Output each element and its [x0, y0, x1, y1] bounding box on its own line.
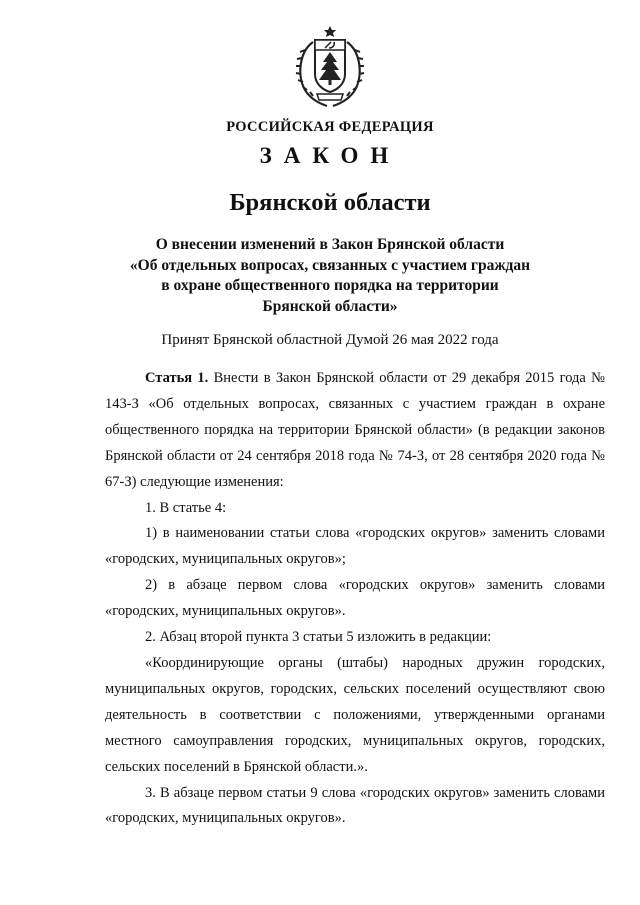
- paragraph: 1. В статье 4:: [145, 499, 227, 516]
- article-intro-text: Внести в Закон Брянской области от 29 декабря 2015 года № 143-З «Об отдельных вопросах, связанных с участием граждан в охране общественного порядка на территории Брянской области» (в редакции законов Брянской области от 24 сентября 2018 года № 74-З, от 28 сентября 2020 года № 67-З) следующие изменения:: [105, 370, 606, 490]
- subject-line: «Об отдельных вопросах, связанных с участием граждан: [129, 256, 531, 274]
- quoted-paragraph: «Координирующие органы (штабы) народных дружин городских, муниципальных округов, городских, сельских поселений осуществляют свою деятельность в соответствии с положениями, утвержденными органами местного самоуправления городских, муниципальных округов, городских, сельских поселений в Брянской области.».: [105, 654, 605, 775]
- paragraph: 3. В абзаце первом статьи 9 слова «городских округов» заменить словами «городских, муниципальных округов».: [105, 784, 605, 827]
- law-subject: [0, 235, 640, 317]
- paragraph: 2) в абзаце первом слова «городских округов» заменить словами «городских, муниципальных округов».: [105, 577, 605, 620]
- coat-of-arms-icon: [291, 24, 369, 108]
- country-title: РОССИЙСКАЯ ФЕДЕРАЦИЯ: [226, 119, 434, 135]
- subject-line: О внесении изменений в Закон Брянской области: [155, 236, 505, 253]
- document-type-title: ЗАКОН: [259, 143, 401, 168]
- region-title: Брянской области: [229, 189, 431, 216]
- article-body: [105, 366, 605, 832]
- article-intro: [105, 366, 605, 496]
- article-label: Статья 1.: [145, 370, 209, 386]
- adoption-line: Принят Брянской областной Думой 26 мая 2022 года: [161, 332, 499, 348]
- paragraph: 2. Абзац второй пункта 3 статьи 5 изложить в редакции:: [145, 629, 492, 646]
- subject-line: в охране общественного порядка на территории: [161, 277, 499, 294]
- paragraph: 1) в наименовании статьи слова «городских округов» заменить словами «городских, муниципальных округов»;: [105, 525, 605, 568]
- subject-line: Брянской области»: [262, 297, 398, 315]
